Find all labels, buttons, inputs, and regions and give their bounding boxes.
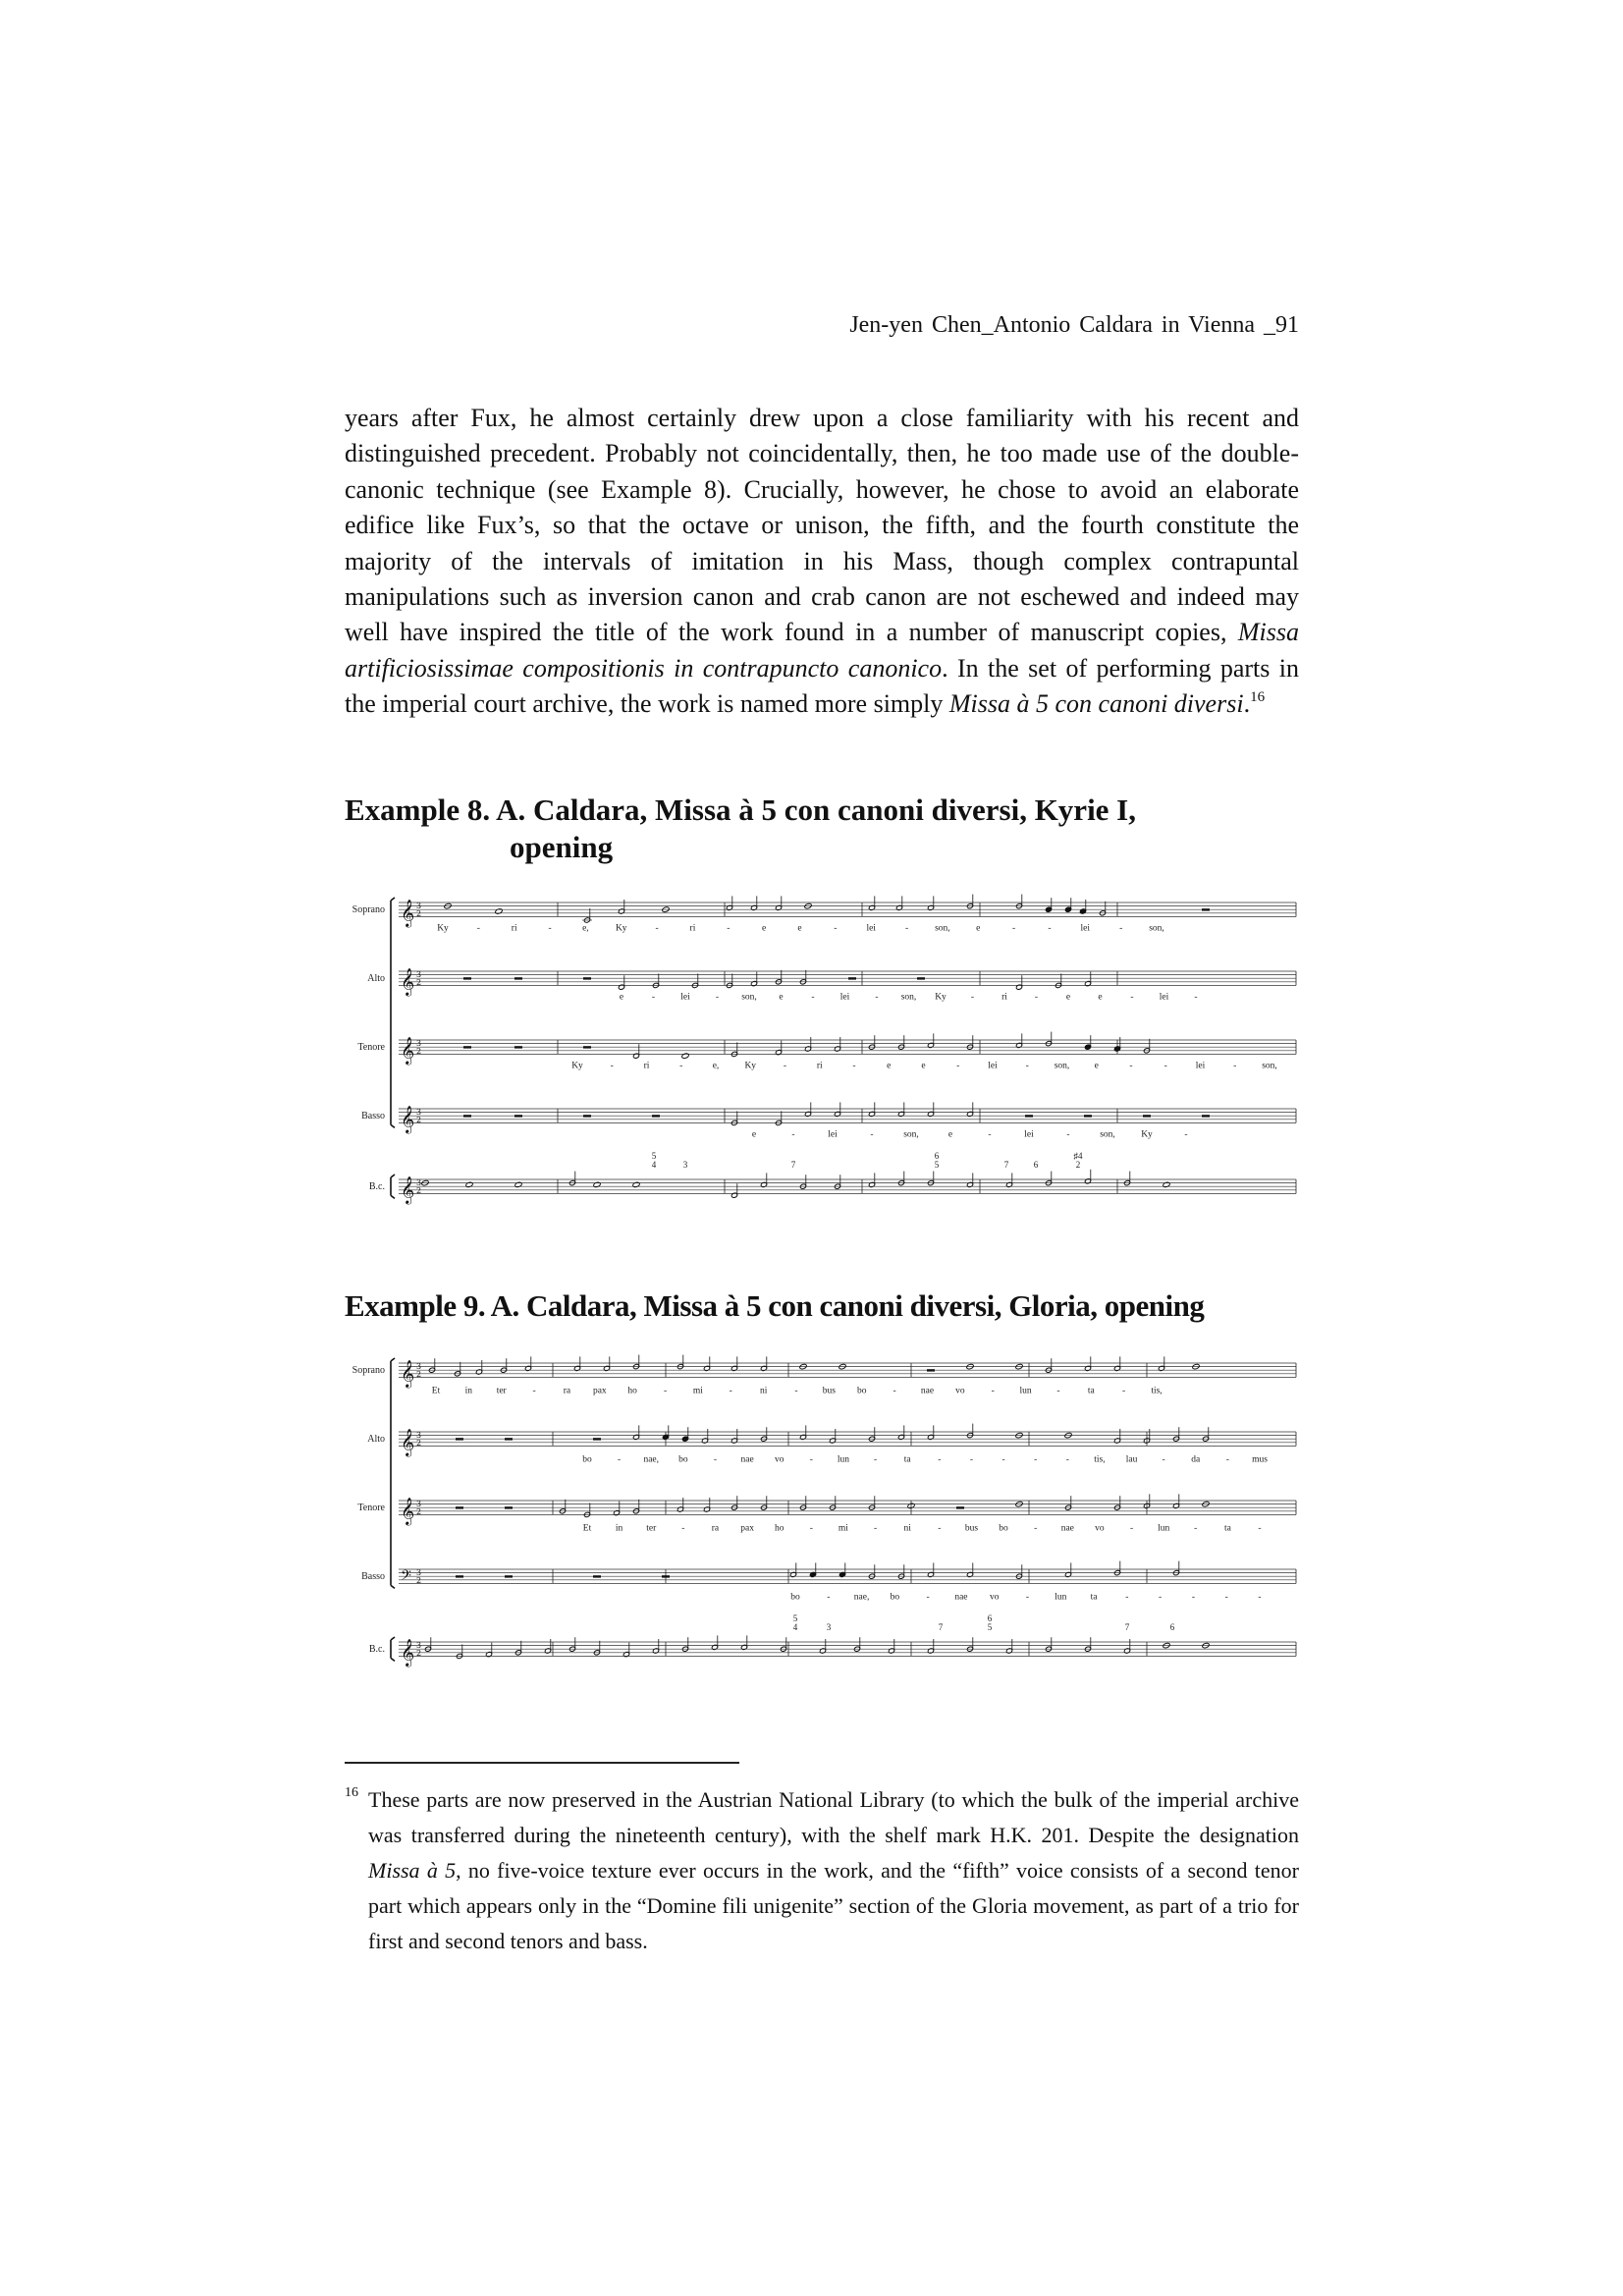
rest-symbol xyxy=(662,1575,670,1577)
rest-symbol xyxy=(927,1369,935,1371)
lyric-syllable: lei xyxy=(1159,992,1169,1003)
work-name-italic: Missa à 5 con canoni diversi xyxy=(948,689,1244,719)
lyric-syllable: bo xyxy=(890,1592,900,1603)
time-sig-numerator: 3 xyxy=(416,1108,422,1118)
lyric-syllable: e xyxy=(619,992,624,1003)
running-head: Jen-yen Chen_Antonio Caldara in Vienna _91 xyxy=(849,312,1299,338)
treble-clef-icon: 𝄞 xyxy=(401,1036,415,1065)
note-head xyxy=(681,1053,689,1060)
rest-symbol xyxy=(514,977,522,979)
lyric-syllable: pax xyxy=(740,1523,754,1534)
lyric-syllable: Ky xyxy=(935,992,947,1003)
time-sig-denominator: 2 xyxy=(416,977,422,987)
lyric-syllable: ra xyxy=(711,1523,720,1534)
footnote-number: 16 xyxy=(345,1784,358,1800)
lyric-syllable: - xyxy=(1001,1454,1005,1465)
lyric-syllable: e, xyxy=(712,1061,720,1071)
lyric-syllable: Et xyxy=(431,1386,441,1396)
lyric-syllable: - xyxy=(988,1129,992,1140)
lyric-syllable: vo xyxy=(774,1454,784,1465)
rest-symbol xyxy=(514,1046,522,1048)
lyric-syllable: - xyxy=(1125,1592,1129,1603)
example-8-title-line1: Example 8. A. Caldara, Missa à 5 con canoni diversi, Kyrie I, xyxy=(345,793,1136,827)
figured-bass-figure: 6 xyxy=(934,1151,940,1161)
lyric-syllable: nae, xyxy=(643,1454,660,1465)
lyric-syllable: - xyxy=(1119,923,1123,934)
lyric-syllable: - xyxy=(893,1386,896,1396)
lyric-syllable: - xyxy=(681,1523,685,1534)
rest-symbol xyxy=(593,1438,601,1440)
lyric-syllable: - xyxy=(1065,1454,1069,1465)
rest-symbol xyxy=(583,1046,591,1048)
lyric-syllable: mi xyxy=(692,1386,703,1396)
figured-bass-figure: 2 xyxy=(1075,1160,1081,1170)
lyric-syllable: ter xyxy=(646,1523,657,1534)
voice-label-tenore: Tenore xyxy=(357,1042,385,1054)
lyric-syllable: son, xyxy=(1262,1061,1277,1071)
note-head xyxy=(632,1181,640,1188)
lyric-syllable: ta xyxy=(1087,1386,1095,1396)
lyric-syllable: ta xyxy=(903,1454,911,1465)
voice-label-alto: Alto xyxy=(367,1434,385,1446)
score8-svg xyxy=(342,889,1304,1213)
footnote xyxy=(345,1782,1299,1959)
footnote-italic: Missa à 5 xyxy=(368,1858,457,1883)
time-sig-denominator: 2 xyxy=(416,1575,422,1585)
time-sig-numerator: 3 xyxy=(416,1500,422,1509)
figured-bass-figure: ♯4 xyxy=(1073,1151,1083,1161)
lyric-syllable: mus xyxy=(1252,1454,1268,1465)
lyric-syllable: bus xyxy=(964,1523,979,1534)
lyric-syllable: - xyxy=(727,923,730,934)
lyric-syllable: Ky xyxy=(437,923,449,934)
lyric-syllable: - xyxy=(610,1061,614,1071)
figured-bass-figure: 4 xyxy=(651,1160,657,1170)
lyric-syllable: ri xyxy=(816,1061,823,1071)
rest-symbol xyxy=(463,1046,471,1048)
time-sig-denominator: 2 xyxy=(416,1115,422,1124)
lyric-syllable: son, xyxy=(1054,1061,1070,1071)
lyric-syllable: - xyxy=(1129,1523,1134,1534)
lyric-syllable: lei xyxy=(988,1061,998,1071)
lyric-syllable: - xyxy=(1194,992,1198,1003)
treble-clef-icon: 𝄞 xyxy=(401,899,415,927)
lyric-syllable: - xyxy=(1159,1592,1163,1603)
lyric-syllable: in xyxy=(464,1386,473,1396)
rest-symbol xyxy=(505,1438,513,1440)
lyric-syllable: - xyxy=(1048,923,1052,934)
lyric-syllable: - xyxy=(1233,1061,1237,1071)
treble-clef-icon: 𝄞 xyxy=(401,1497,415,1525)
rest-symbol xyxy=(583,977,591,979)
rest-symbol xyxy=(505,1575,513,1577)
rest-symbol xyxy=(463,1115,471,1117)
lyric-syllable: e, xyxy=(582,923,589,934)
rest-symbol xyxy=(514,1115,522,1117)
voice-label-bc: B.c. xyxy=(368,1181,385,1193)
time-sig-denominator: 2 xyxy=(416,1185,422,1195)
time-sig-numerator: 3 xyxy=(416,902,422,911)
lyric-syllable: lun xyxy=(1055,1592,1067,1603)
voice-label-tenore: Tenore xyxy=(357,1503,385,1514)
lyric-syllable: Ky xyxy=(571,1061,583,1071)
lyric-syllable: nae xyxy=(1060,1523,1074,1534)
rest-symbol xyxy=(456,1506,463,1508)
figured-bass-figure: 6 xyxy=(1169,1622,1175,1632)
time-sig-denominator: 2 xyxy=(416,1648,422,1658)
lyric-syllable: lei xyxy=(828,1129,838,1140)
lyric-syllable: - xyxy=(938,1454,942,1465)
lyric-syllable: - xyxy=(1025,1061,1029,1071)
rest-symbol xyxy=(505,1506,513,1508)
lyric-syllable: - xyxy=(1034,992,1039,1003)
time-sig-denominator: 2 xyxy=(416,1046,422,1056)
voice-label-alto: Alto xyxy=(367,973,385,985)
lyric-syllable: Et xyxy=(582,1523,592,1534)
lyric-syllable: - xyxy=(1122,1386,1126,1396)
lyric-syllable: e xyxy=(779,992,784,1003)
lyric-syllable: bus xyxy=(822,1386,836,1396)
lyric-syllable: - xyxy=(1163,1061,1167,1071)
note-head xyxy=(514,1181,522,1188)
lyric-syllable: e xyxy=(1065,992,1071,1003)
lyric-syllable: - xyxy=(1066,1129,1070,1140)
lyric-syllable: lau xyxy=(1125,1454,1138,1465)
lyric-syllable: e xyxy=(976,923,981,934)
figured-bass-figure: 7 xyxy=(1124,1622,1130,1632)
example-9-title: Example 9. A. Caldara, Missa à 5 con canoni diversi, Gloria, opening xyxy=(345,1288,1205,1323)
lyric-syllable: lei xyxy=(839,992,850,1003)
figured-bass-figure: 3 xyxy=(826,1622,832,1632)
lyric-syllable: - xyxy=(532,1386,536,1396)
rest-symbol xyxy=(456,1575,463,1577)
lyric-syllable: ta xyxy=(1223,1523,1231,1534)
lyric-syllable: - xyxy=(875,992,879,1003)
rest-symbol xyxy=(1143,1115,1151,1117)
lyric-syllable: e xyxy=(1094,1061,1099,1071)
lyric-syllable: e xyxy=(887,1061,892,1071)
lyric-syllable: - xyxy=(679,1061,683,1071)
time-sig-denominator: 2 xyxy=(416,1506,422,1516)
rest-symbol xyxy=(848,977,856,979)
lyric-syllable: ri xyxy=(1001,992,1007,1003)
lyric-syllable: - xyxy=(970,992,975,1003)
lyric-syllable: ri xyxy=(643,1061,650,1071)
lyric-syllable: - xyxy=(969,1454,974,1465)
bc-bracket xyxy=(391,1175,395,1198)
treble-clef-icon: 𝄞 xyxy=(401,1359,415,1388)
voice-label-basso: Basso xyxy=(361,1111,385,1122)
rest-symbol xyxy=(1202,908,1210,910)
lyric-syllable: Ky xyxy=(1141,1129,1153,1140)
lyric-syllable: - xyxy=(991,1386,995,1396)
lyric-syllable: - xyxy=(1130,992,1134,1003)
lyric-syllable: - xyxy=(1258,1523,1262,1534)
lyric-syllable: - xyxy=(1034,1523,1038,1534)
time-sig-numerator: 3 xyxy=(416,1039,422,1049)
figured-bass-figure: 7 xyxy=(938,1622,944,1632)
figured-bass-figure: 5 xyxy=(651,1151,657,1161)
lyric-syllable: - xyxy=(651,992,656,1003)
rest-symbol xyxy=(917,977,925,979)
lyric-syllable: son, xyxy=(935,923,950,934)
lyric-syllable: - xyxy=(715,992,720,1003)
body-text-part: . In the set of performing parts in the imperial court archive, the work is named more simply xyxy=(345,653,1299,719)
lyric-syllable: - xyxy=(873,1523,878,1534)
lyric-syllable: - xyxy=(794,1386,798,1396)
note-head xyxy=(465,1181,473,1188)
lyric-syllable: ri xyxy=(689,923,696,934)
lyric-syllable: e xyxy=(947,1129,953,1140)
lyric-syllable: ho xyxy=(774,1523,784,1534)
time-sig-numerator: 3 xyxy=(416,1641,422,1651)
voice-label-soprano: Soprano xyxy=(352,1365,385,1377)
example-8-title xyxy=(345,792,1299,866)
lyric-syllable: - xyxy=(1191,1592,1196,1603)
lyric-syllable: Ky xyxy=(615,923,627,934)
rest-symbol xyxy=(1202,1115,1210,1117)
lyric-syllable: - xyxy=(926,1592,930,1603)
lyric-syllable: ni xyxy=(903,1523,911,1534)
lyric-syllable: - xyxy=(1184,1129,1188,1140)
lyric-syllable: vo xyxy=(955,1386,965,1396)
rest-symbol xyxy=(583,1115,591,1117)
lyric-syllable: - xyxy=(811,992,815,1003)
lyric-syllable: - xyxy=(873,1454,878,1465)
lyric-syllable: da xyxy=(1191,1454,1201,1465)
lyric-syllable: ter xyxy=(496,1386,507,1396)
lyric-syllable: - xyxy=(1225,1454,1229,1465)
lyric-syllable: e xyxy=(921,1061,926,1071)
lyric-syllable: - xyxy=(1258,1592,1262,1603)
lyric-syllable: vo xyxy=(1095,1523,1105,1534)
figured-bass-figure: 7 xyxy=(1003,1160,1009,1170)
figured-bass-figure: 5 xyxy=(934,1160,940,1170)
lyric-syllable: tis, xyxy=(1151,1386,1163,1396)
body-text-part: years after Fux, he almost certainly drew upon a close familiarity with his recent and distinguished precedent. Probably not coincidentally, then, he too made use of the double-canonic technique (see Example 8). Crucially, however, he chose to avoid an elaborate edifice like Fux’s, so that the octave or unison, the fifth, and the fourth constitute the majority of the intervals of imitation in his Mass, though complex contrapuntal manipulations such as inversion canon and crab canon are not eschewed and indeed may well have inspired the title of the work found in a number of manuscript copies, xyxy=(345,404,1299,647)
example-9-score xyxy=(342,1347,1304,1681)
lyric-syllable: - xyxy=(476,923,480,934)
body-text-part: . xyxy=(1243,689,1251,719)
lyric-syllable: mi xyxy=(838,1523,848,1534)
figured-bass-figure: 7 xyxy=(790,1160,796,1170)
figured-bass-figure: 3 xyxy=(682,1160,688,1170)
lyric-syllable: son, xyxy=(1149,923,1164,934)
lyric-syllable: - xyxy=(809,1523,813,1534)
lyric-syllable: - xyxy=(1056,1386,1060,1396)
footnote-text-part: , no five-voice texture ever occurs in the work, and the “fifth” voice consists of a second tenor part which appears only in the “Domine fili unigenite” section of the Gloria movement, as part of a trio for first and second tenors and bass. xyxy=(368,1858,1300,1953)
lyric-syllable: - xyxy=(956,1061,960,1071)
time-sig-denominator: 2 xyxy=(416,908,422,918)
lyric-syllable: - xyxy=(663,1386,668,1396)
lyric-syllable: - xyxy=(729,1386,732,1396)
note-head xyxy=(593,1181,601,1188)
lyric-syllable: - xyxy=(1194,1523,1198,1534)
lyric-syllable: ta xyxy=(1090,1592,1098,1603)
lyric-syllable: tis, xyxy=(1094,1454,1106,1465)
example-8-score xyxy=(342,889,1304,1213)
lyric-syllable: lun xyxy=(837,1454,850,1465)
rest-symbol xyxy=(593,1575,601,1577)
footnote-text-part: These parts are now preserved in the Austrian National Library (to which the bulk of the imperial archive was transferred during the nineteenth century), with the shelf mark H.K. 201. Despite the designation xyxy=(368,1787,1299,1847)
voice-label-basso: Basso xyxy=(361,1571,385,1583)
rest-symbol xyxy=(1025,1115,1033,1117)
lyric-syllable: - xyxy=(655,923,659,934)
lyric-syllable: Ky xyxy=(744,1061,757,1071)
lyric-syllable: - xyxy=(1025,1592,1030,1603)
lyric-syllable: - xyxy=(783,1061,787,1071)
figured-bass-figure: 5 xyxy=(987,1622,993,1632)
rest-symbol xyxy=(456,1438,463,1440)
voice-label-soprano: Soprano xyxy=(352,904,385,916)
voice-label-bc: B.c. xyxy=(368,1644,385,1656)
lyric-syllable: ni xyxy=(759,1386,768,1396)
lyric-syllable: nae, xyxy=(853,1592,870,1603)
lyric-syllable: ho xyxy=(627,1386,637,1396)
treble-clef-icon: 𝄞 xyxy=(401,1105,415,1133)
lyric-syllable: - xyxy=(827,1592,831,1603)
treble-clef-icon: 𝄞 xyxy=(401,1175,415,1204)
lyric-syllable: bo xyxy=(582,1454,592,1465)
example-8-title-line2: opening xyxy=(510,830,614,864)
lyric-syllable: son, xyxy=(1100,1129,1115,1140)
lyric-syllable: nae xyxy=(740,1454,754,1465)
lyric-syllable: in xyxy=(615,1523,623,1534)
lyric-syllable: bo xyxy=(678,1454,688,1465)
lyric-syllable: pax xyxy=(592,1386,607,1396)
time-sig-numerator: 3 xyxy=(416,970,422,980)
lyric-syllable: - xyxy=(834,923,838,934)
voices-bracket xyxy=(391,1358,395,1588)
treble-clef-icon: 𝄞 xyxy=(401,1428,415,1456)
lyric-syllable: - xyxy=(1129,1061,1133,1071)
lyric-syllable: bo xyxy=(999,1523,1008,1534)
time-sig-numerator: 3 xyxy=(416,1431,422,1441)
lyric-syllable: - xyxy=(1162,1454,1165,1465)
lyric-syllable: lei xyxy=(866,923,876,934)
lyric-syllable: e xyxy=(751,1129,757,1140)
lyric-syllable: - xyxy=(852,1061,856,1071)
lyric-syllable: lei xyxy=(680,992,690,1003)
treble-clef-icon: 𝄞 xyxy=(401,967,415,996)
work-title-italic: Missa artificiosissimae compositionis in contrapuncto canonico xyxy=(345,618,1299,683)
rest-symbol xyxy=(956,1506,964,1508)
lyric-syllable: - xyxy=(1034,1454,1038,1465)
time-sig-denominator: 2 xyxy=(416,1438,422,1448)
figured-bass-figure: 4 xyxy=(792,1622,798,1632)
body-paragraph xyxy=(345,401,1299,723)
lyric-syllable: lei xyxy=(1080,923,1091,934)
lyric-syllable: - xyxy=(809,1454,813,1465)
bc-bracket xyxy=(391,1637,395,1661)
rest-symbol xyxy=(463,977,471,979)
time-sig-numerator: 3 xyxy=(416,1178,422,1188)
lyric-syllable: - xyxy=(713,1454,718,1465)
lyric-syllable: - xyxy=(791,1129,795,1140)
lyric-syllable: - xyxy=(904,923,909,934)
lyric-syllable: e xyxy=(1098,992,1103,1003)
lyric-syllable: - xyxy=(618,1454,622,1465)
note-head xyxy=(495,908,503,915)
lyric-syllable: ri xyxy=(511,923,517,934)
lyric-syllable: bo xyxy=(856,1386,867,1396)
score9-svg xyxy=(342,1347,1304,1681)
figured-bass-figure: 5 xyxy=(792,1613,798,1623)
lyric-syllable: nae xyxy=(954,1592,968,1603)
lyric-syllable: - xyxy=(938,1523,942,1534)
time-sig-numerator: 3 xyxy=(416,1568,422,1578)
lyric-syllable: son, xyxy=(903,1129,919,1140)
treble-clef-icon: 𝄞 xyxy=(401,1638,415,1667)
lyric-syllable: lun xyxy=(1158,1523,1170,1534)
footnote-reference: 16 xyxy=(1250,688,1266,705)
bass-clef-icon: 𝄢 xyxy=(401,1567,411,1588)
note-head xyxy=(1163,1181,1170,1188)
time-sig-numerator: 3 xyxy=(416,1362,422,1372)
footnote-rule xyxy=(345,1762,739,1764)
lyric-syllable: vo xyxy=(989,1592,1000,1603)
lyric-syllable: e xyxy=(797,923,802,934)
lyric-syllable: - xyxy=(1012,923,1016,934)
lyric-syllable: lun xyxy=(1019,1386,1032,1396)
figured-bass-figure: 6 xyxy=(1033,1160,1039,1170)
rest-symbol xyxy=(1084,1115,1092,1117)
lyric-syllable: e xyxy=(762,923,767,934)
figured-bass-figure: 6 xyxy=(987,1613,993,1623)
lyric-syllable: lei xyxy=(1195,1061,1206,1071)
rest-symbol xyxy=(652,1115,660,1117)
lyric-syllable: ra xyxy=(563,1386,571,1396)
lyric-syllable: lei xyxy=(1024,1129,1034,1140)
lyric-syllable: - xyxy=(548,923,552,934)
lyric-syllable: son, xyxy=(741,992,757,1003)
voices-bracket xyxy=(391,898,395,1127)
lyric-syllable: - xyxy=(1224,1592,1228,1603)
lyric-syllable: - xyxy=(870,1129,874,1140)
lyric-syllable: son, xyxy=(900,992,917,1003)
lyric-syllable: bo xyxy=(790,1592,800,1603)
lyric-syllable: nae xyxy=(920,1386,935,1396)
time-sig-denominator: 2 xyxy=(416,1369,422,1379)
